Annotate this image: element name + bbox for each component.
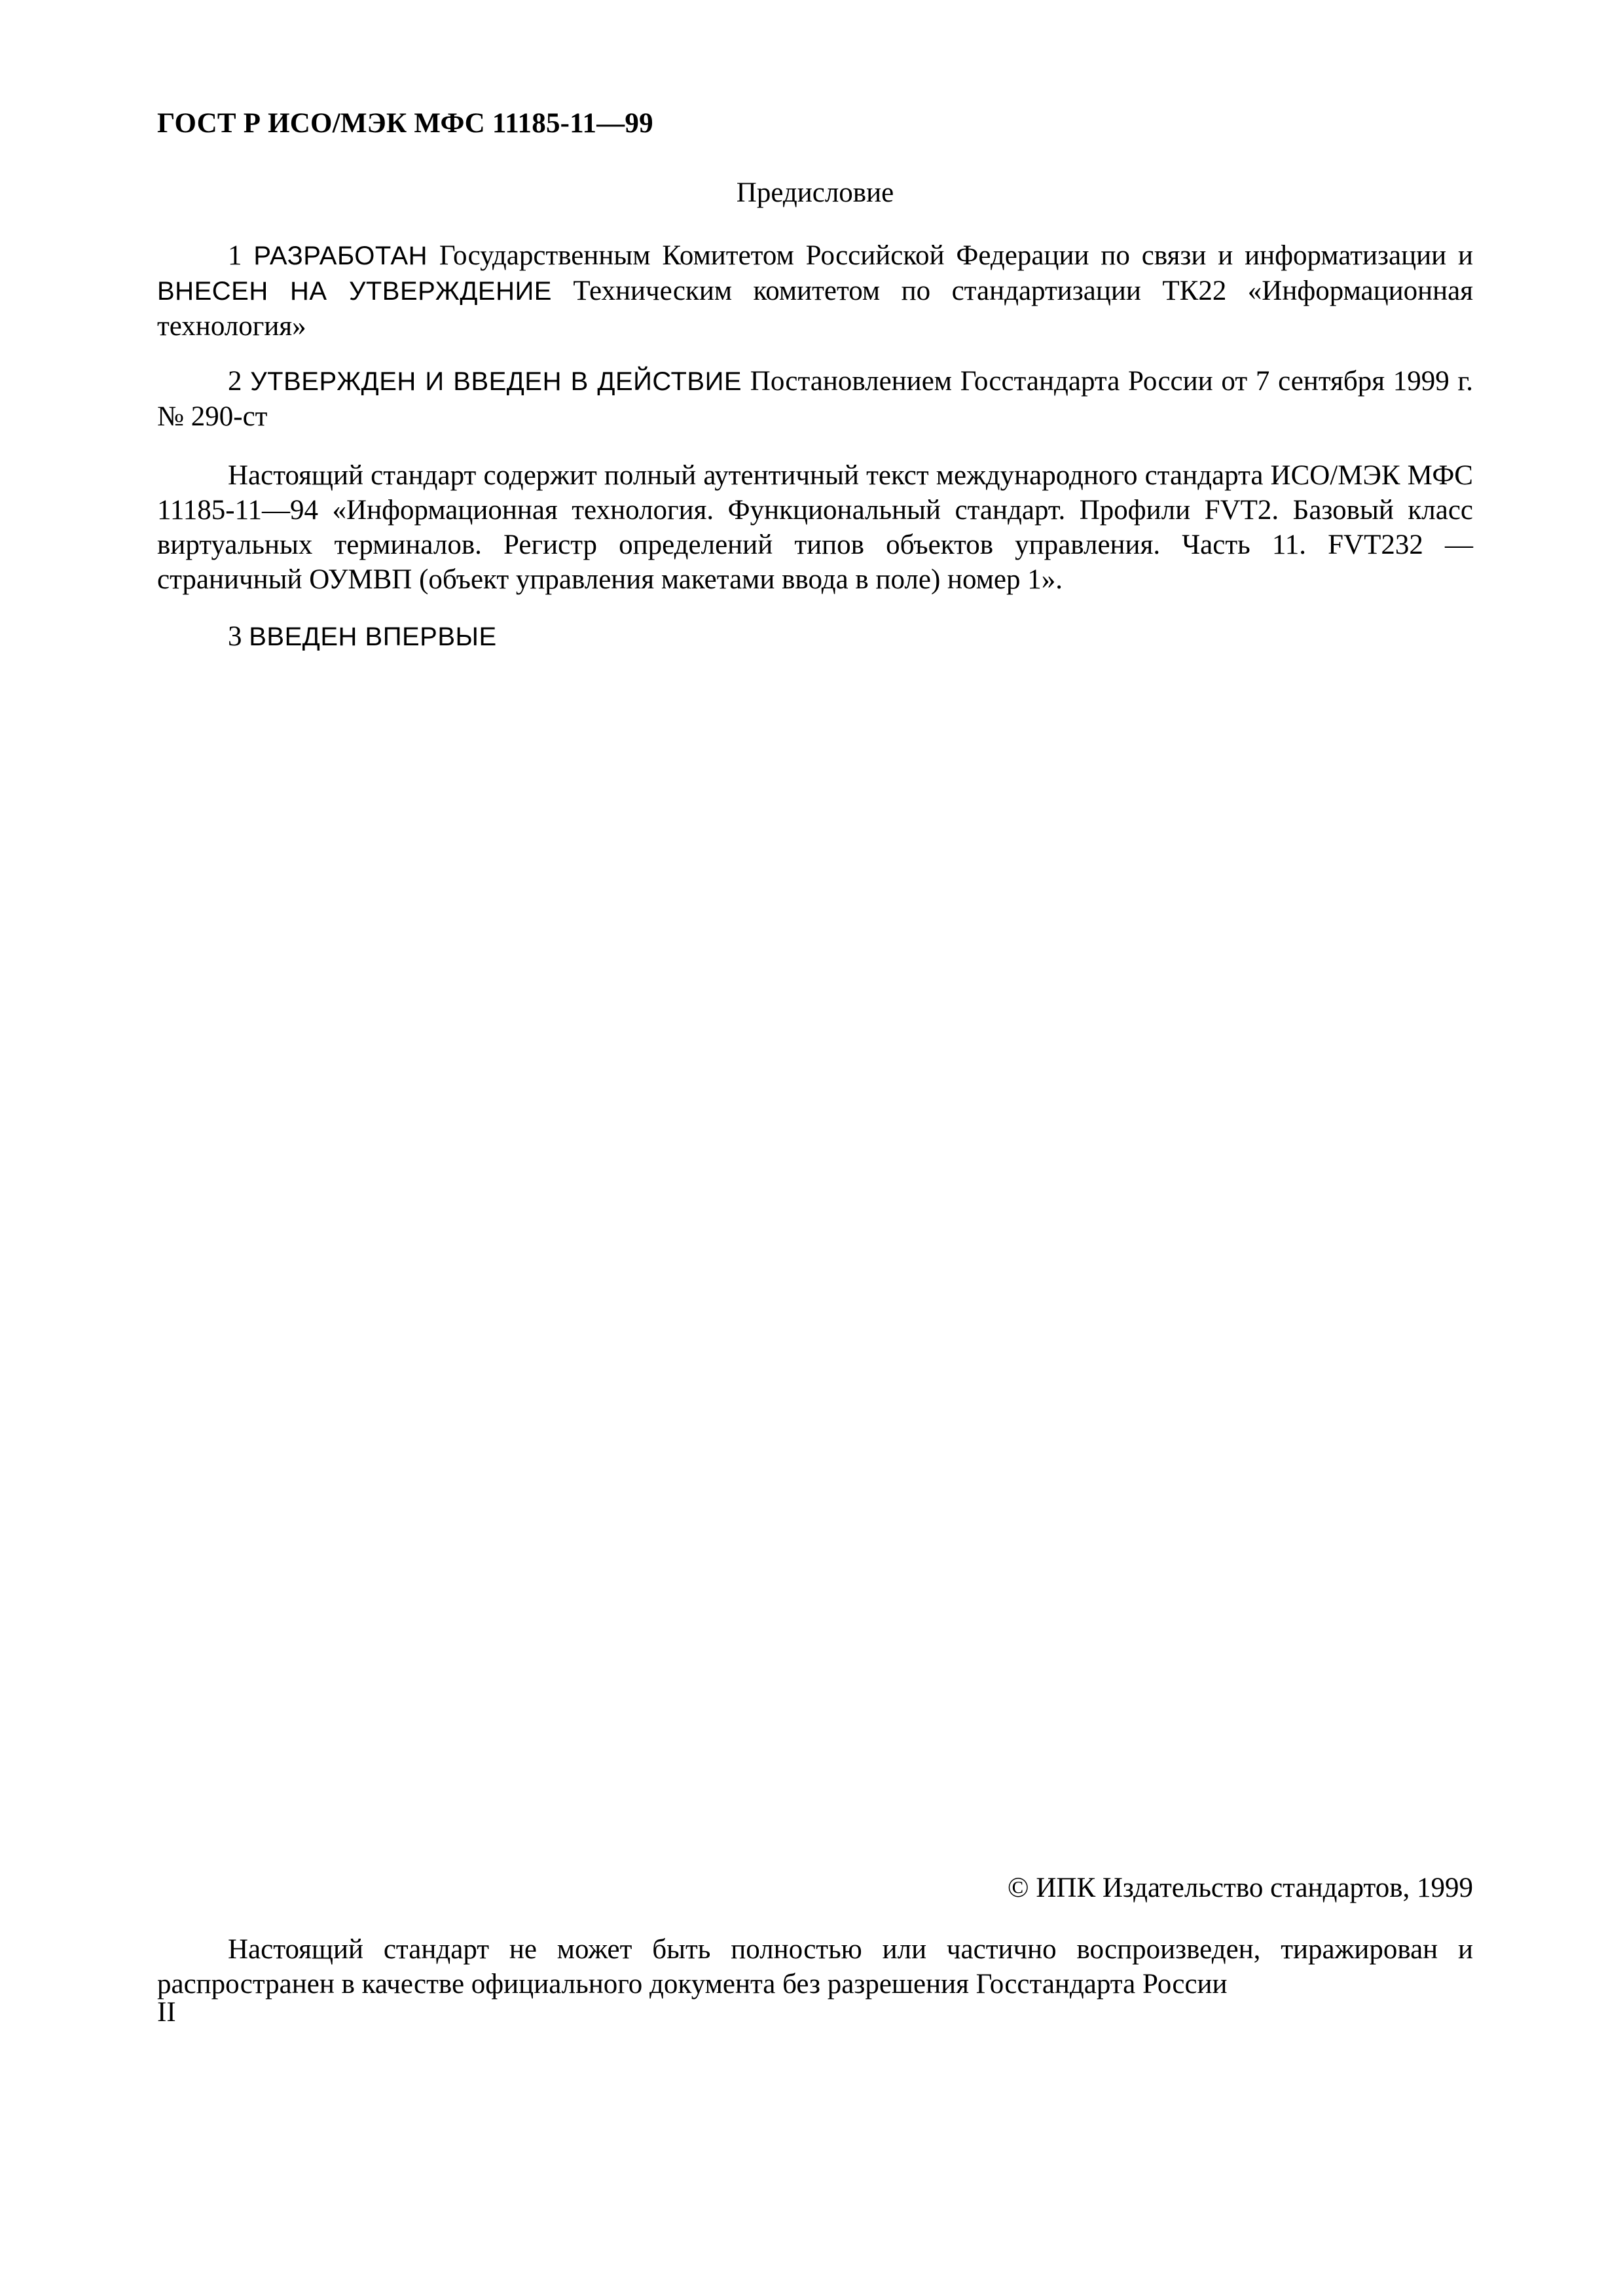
item-text: Государственным Комитетом Российской Федерации по связи и информатизации и <box>439 240 1474 271</box>
foreword-authentic-text-note: Настоящий стандарт содержит полный аутентичный текст международного стандарта ИСО/МЭК МФС 11185-11—94 «Информационная технология. Функциональный стандарт. Профили FVT2. Базовый класс виртуальных терминалов. Регистр определений типов объектов управления. Часть 11. FVT232 — страничный ОУМВП (объект управления макетами ввода в поле) номер 1». <box>157 460 1473 595</box>
document-page <box>157 0 1473 2296</box>
foreword-title: Предисловие <box>736 177 894 208</box>
item-lead-developed: РАЗРАБОТАН <box>253 242 428 270</box>
page-number: II <box>157 1997 176 2028</box>
item-text: Техническим комитетом по стандартизации ТК22 «Информационная технология» <box>157 276 1473 342</box>
foreword-item-2 <box>157 364 1473 434</box>
foreword-item-3 <box>157 619 1473 655</box>
item-lead-submitted: ВНЕСЕН НА УТВЕРЖДЕНИЕ <box>157 277 552 306</box>
item-number: 2 <box>228 366 242 397</box>
item-lead-approved: УТВЕРЖДЕН И ВВЕДЕН В ДЕЙСТВИЕ <box>250 367 742 396</box>
item-number: 3 <box>228 621 242 652</box>
copyright-line: © ИПК Издательство стандартов, 1999 <box>1007 1873 1473 1903</box>
reproduction-notice: Настоящий стандарт не может быть полностью или частично воспроизведен, тиражирован и распространен в качестве официального документа без разрешения Госстандарта России <box>157 1934 1473 2000</box>
foreword-item-1 <box>157 238 1473 344</box>
item-text: Постановлением Госстандарта России от 7 сентября 1999 г. № 290-ст <box>157 366 1474 432</box>
item-lead-introduced: ВВЕДЕН ВПЕРВЫЕ <box>249 622 497 651</box>
item-number: 1 <box>228 240 242 271</box>
document-code-header: ГОСТ Р ИСО/МЭК МФС 11185-11—99 <box>157 108 653 139</box>
